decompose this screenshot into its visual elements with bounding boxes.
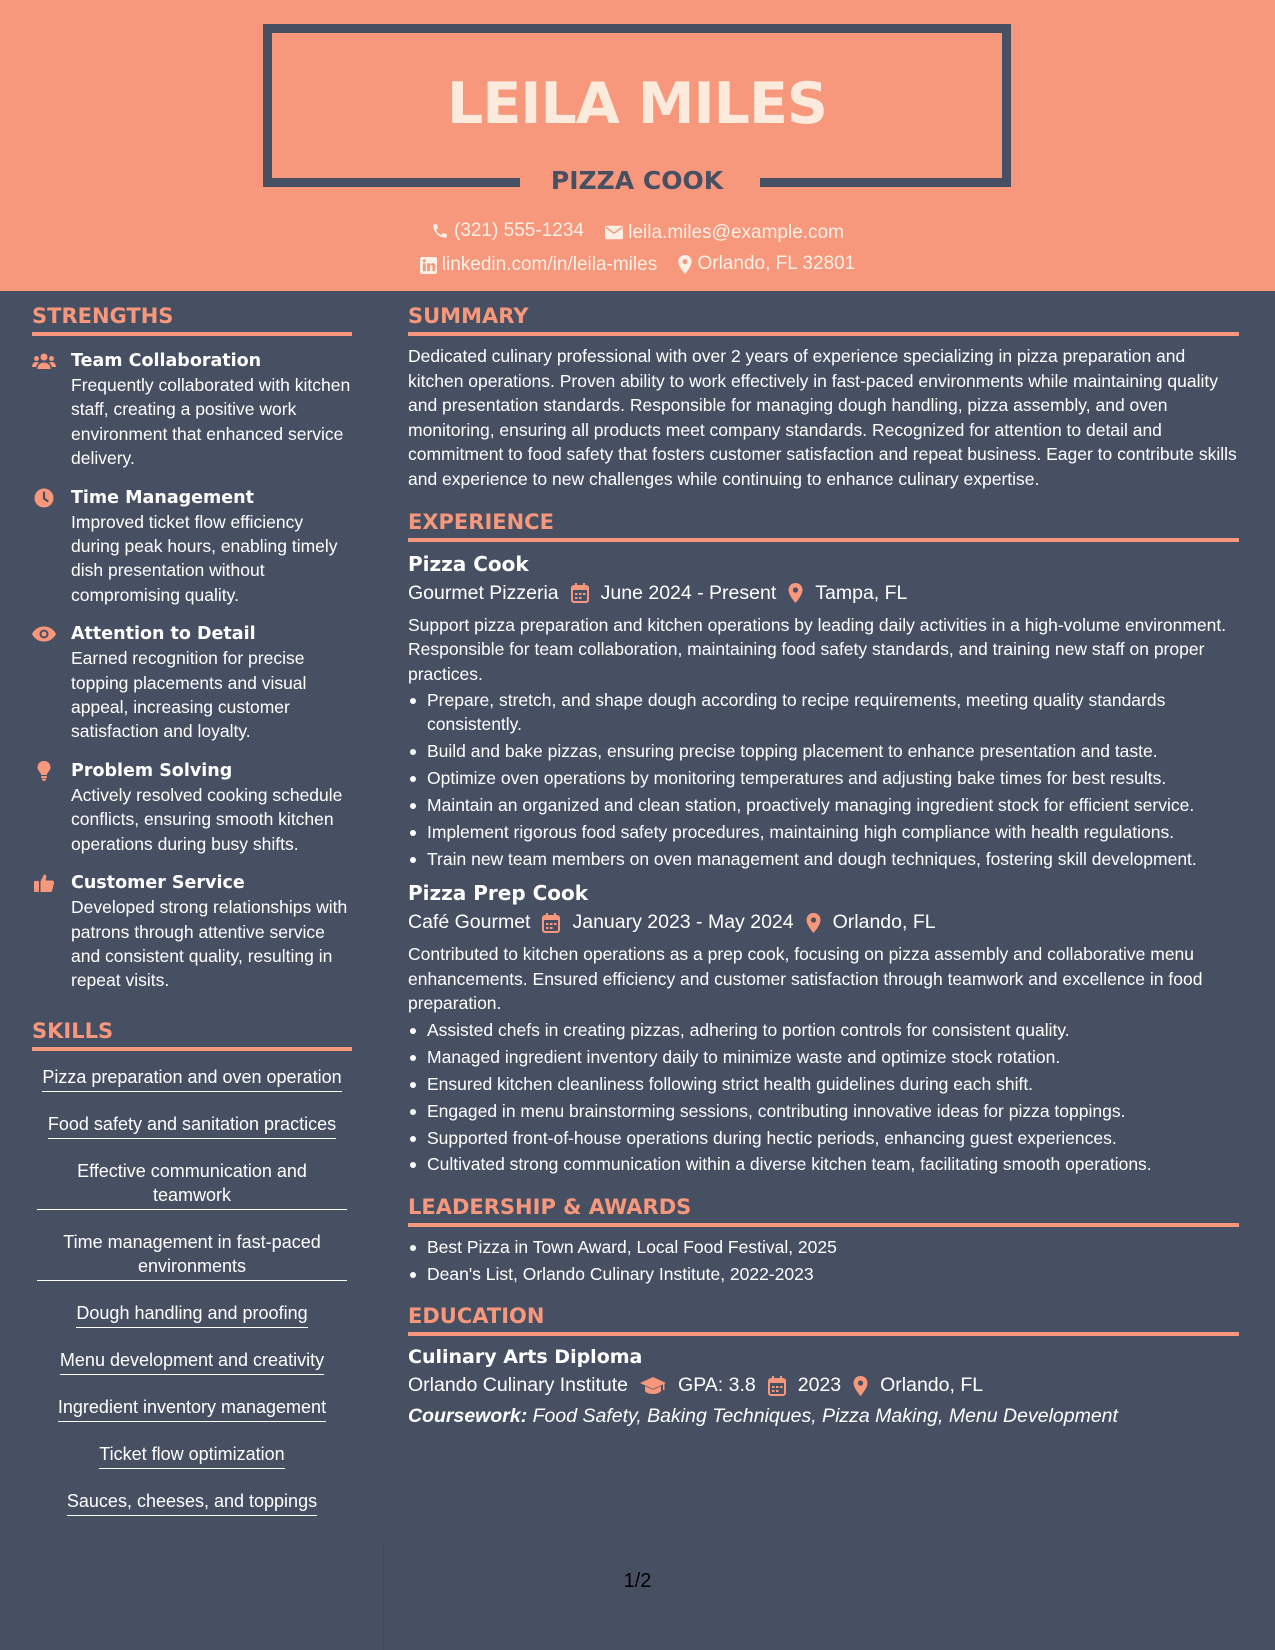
- strength-title: Time Management: [71, 487, 254, 508]
- strength-title: Attention to Detail: [71, 624, 256, 645]
- strength-description: Improved ticket flow efficiency during peak hours, enabling timely dish presentation without compromising quality.: [71, 511, 338, 605]
- strength-title: Customer Service: [71, 873, 245, 894]
- job-title: PIZZA COOK: [550, 166, 724, 195]
- coursework-label: Coursework:: [408, 1405, 528, 1428]
- job-bullets: [408, 1018, 1239, 1177]
- degree-title: Culinary Arts Diploma: [408, 1346, 643, 1369]
- envelope-icon: [605, 225, 623, 240]
- bullet-item: Prepare, stretch, and shape dough according to recipe requirements, meeting quality standards consistently.: [408, 688, 1239, 737]
- contact-row-1: [0, 220, 1275, 246]
- awards-heading: LEADERSHIP & AWARDS: [408, 1195, 1239, 1227]
- school-name: Orlando Culinary Institute: [408, 1374, 629, 1397]
- strength-item: [32, 349, 352, 471]
- school-location: Orlando, FL: [880, 1374, 984, 1397]
- phone-icon: [431, 222, 449, 240]
- map-marker-icon: [806, 913, 821, 933]
- bullet-item: Cultivated strong communication within a diverse kitchen team, facilitating smooth operations.: [408, 1152, 1239, 1176]
- email-text: leila.miles@example.com: [628, 221, 844, 243]
- strengths-list: [32, 349, 352, 993]
- job-bullets: [408, 688, 1239, 871]
- clock-icon: [32, 488, 56, 508]
- linkedin-contact[interactable]: [420, 254, 657, 276]
- job-description: Support pizza preparation and kitchen operations by leading daily activities in a high-volume environment. Responsible for team collaboration, maintaining food safety standards, and training new staff on proper practices.: [408, 614, 1227, 684]
- name-frame: [263, 24, 1011, 187]
- strength-item: [32, 622, 352, 744]
- lightbulb-icon: [32, 761, 56, 781]
- skills-list: [32, 1065, 352, 1516]
- education-meta: [408, 1374, 1239, 1397]
- coursework-list: Food Safety, Baking Techniques, Pizza Making, Menu Development: [532, 1405, 1118, 1428]
- skill-item: Ingredient inventory management: [32, 1395, 352, 1422]
- award-item: Best Pizza in Town Award, Local Food Festival, 2025: [408, 1235, 1239, 1259]
- job-dates: January 2023 - May 2024: [572, 911, 794, 934]
- map-marker-icon: [788, 583, 803, 603]
- skill-item: Pizza preparation and oven operation: [32, 1065, 352, 1092]
- company-name: Café Gourmet: [408, 911, 531, 934]
- phone-text: (321) 555-1234: [454, 220, 584, 241]
- strength-title: Team Collaboration: [71, 351, 262, 371]
- company-name: Gourmet Pizzeria: [408, 581, 559, 604]
- calendar-icon: [768, 1376, 786, 1396]
- graduation-cap-icon: [640, 1377, 666, 1395]
- linkedin-icon: [420, 257, 437, 274]
- job-meta: [408, 911, 1239, 934]
- bullet-item: Implement rigorous food safety procedures, maintaining high compliance with health regulations.: [408, 820, 1239, 844]
- column-divider: [383, 1540, 384, 1650]
- bullet-item: Managed ingredient inventory daily to minimize waste and optimize stock rotation.: [408, 1045, 1239, 1069]
- skill-item: Ticket flow optimization: [32, 1442, 352, 1469]
- candidate-name: LEILA MILES: [447, 71, 827, 137]
- strength-description: Developed strong relationships with patrons through attentive service and consistent quality, resulting in repeat visits.: [71, 897, 348, 991]
- job-position: Pizza Cook: [408, 551, 529, 576]
- bullet-item: Supported front-of-house operations during hectic periods, enhancing guest experiences.: [408, 1126, 1239, 1150]
- strength-item: [32, 871, 352, 993]
- map-marker-icon: [853, 1376, 868, 1396]
- map-marker-icon: [678, 255, 692, 274]
- strength-description: Actively resolved cooking schedule conflicts, ensuring smooth kitchen operations during busy shifts.: [71, 784, 343, 854]
- summary-heading: SUMMARY: [408, 304, 1239, 336]
- experience-heading: EXPERIENCE: [408, 510, 1239, 542]
- job-entry: [408, 552, 1239, 872]
- job-position: Pizza Prep Cook: [408, 881, 589, 906]
- phone-contact[interactable]: [431, 220, 584, 242]
- location-text: Orlando, FL 32801: [697, 253, 856, 274]
- skill-item: Dough handling and proofing: [32, 1301, 352, 1328]
- strength-description: Earned recognition for precise topping placements and visual appeal, increasing customer satisfaction and loyalty.: [71, 648, 307, 742]
- strengths-heading: STRENGTHS: [32, 304, 352, 336]
- page-number: 1/2: [623, 1570, 652, 1592]
- resume-header: [0, 0, 1275, 291]
- calendar-icon: [571, 583, 589, 603]
- bullet-item: Ensured kitchen cleanliness following strict health guidelines during each shift.: [408, 1072, 1239, 1096]
- job-description: Contributed to kitchen operations as a prep cook, focusing on pizza assembly and collaborative menu enhancements. Ensured efficiency and customer satisfaction through teamwork and excellence in food preparation.: [408, 944, 1203, 1014]
- job-location: Tampa, FL: [815, 581, 908, 604]
- skill-item: Food safety and sanitation practices: [32, 1112, 352, 1139]
- skill-item: Menu development and creativity: [32, 1348, 352, 1375]
- summary-text: Dedicated culinary professional with over 2 years of experience specializing in pizza preparation and kitchen operations. Proven ability to work effectively in fast-paced environments while maintaining quality and presentation standards. Responsible for managing dough handling, pizza assembly, and oven monitoring, ensuring all products meet company standards. Recognized for attention to detail and commitment to food safety that fosters customer satisfaction and repeat business. Eager to contribute skills and experience to new challenges while continuing to enhance culinary expertise.: [408, 346, 1237, 489]
- email-contact[interactable]: [605, 222, 844, 244]
- skill-item: Effective communication and teamwork: [32, 1159, 352, 1210]
- bullet-item: Train new team members on oven management and dough techniques, fostering skill development.: [408, 847, 1239, 871]
- job-meta: [408, 582, 1239, 605]
- skill-item: Time management in fast-paced environments: [32, 1230, 352, 1281]
- thumbs-up-icon: [32, 873, 56, 893]
- location-contact: [678, 253, 855, 275]
- strength-item: [32, 486, 352, 608]
- coursework: [408, 1405, 1239, 1428]
- strength-description: Frequently collaborated with kitchen staff, creating a positive work environment that enhanced service delivery.: [71, 375, 351, 469]
- skills-heading: SKILLS: [32, 1019, 352, 1051]
- graduation-year: 2023: [797, 1374, 842, 1397]
- skill-item: Sauces, cheeses, and toppings: [32, 1489, 352, 1516]
- strength-title: Problem Solving: [71, 760, 233, 781]
- job-dates: June 2024 - Present: [600, 581, 777, 604]
- bullet-item: Maintain an organized and clean station, proactively managing ingredient stock for efficient service.: [408, 793, 1239, 817]
- linkedin-text: linkedin.com/in/leila-miles: [441, 254, 658, 275]
- job-entry: [408, 881, 1239, 1176]
- award-item: Dean's List, Orlando Culinary Institute, 2022-2023: [408, 1262, 1239, 1286]
- users-icon: [32, 351, 56, 371]
- contact-row-2: [0, 253, 1275, 280]
- job-location: Orlando, FL: [832, 911, 936, 934]
- bullet-item: Build and bake pizzas, ensuring precise topping placement to enhance presentation and taste.: [408, 739, 1239, 763]
- right-column: [408, 304, 1239, 1428]
- strength-item: [32, 759, 352, 856]
- left-column: [32, 304, 352, 1536]
- bullet-item: Assisted chefs in creating pizzas, adhering to portion controls for consistent quality.: [408, 1018, 1239, 1042]
- bullet-item: Engaged in menu brainstorming sessions, contributing innovative ideas for pizza toppings.: [408, 1099, 1239, 1123]
- awards-list: [408, 1235, 1239, 1286]
- gpa: GPA: 3.8: [678, 1374, 756, 1397]
- eye-icon: [32, 624, 56, 644]
- education-heading: EDUCATION: [408, 1304, 1239, 1336]
- bullet-item: Optimize oven operations by monitoring temperatures and adjusting bake times for best results.: [408, 766, 1239, 790]
- calendar-icon: [542, 913, 560, 933]
